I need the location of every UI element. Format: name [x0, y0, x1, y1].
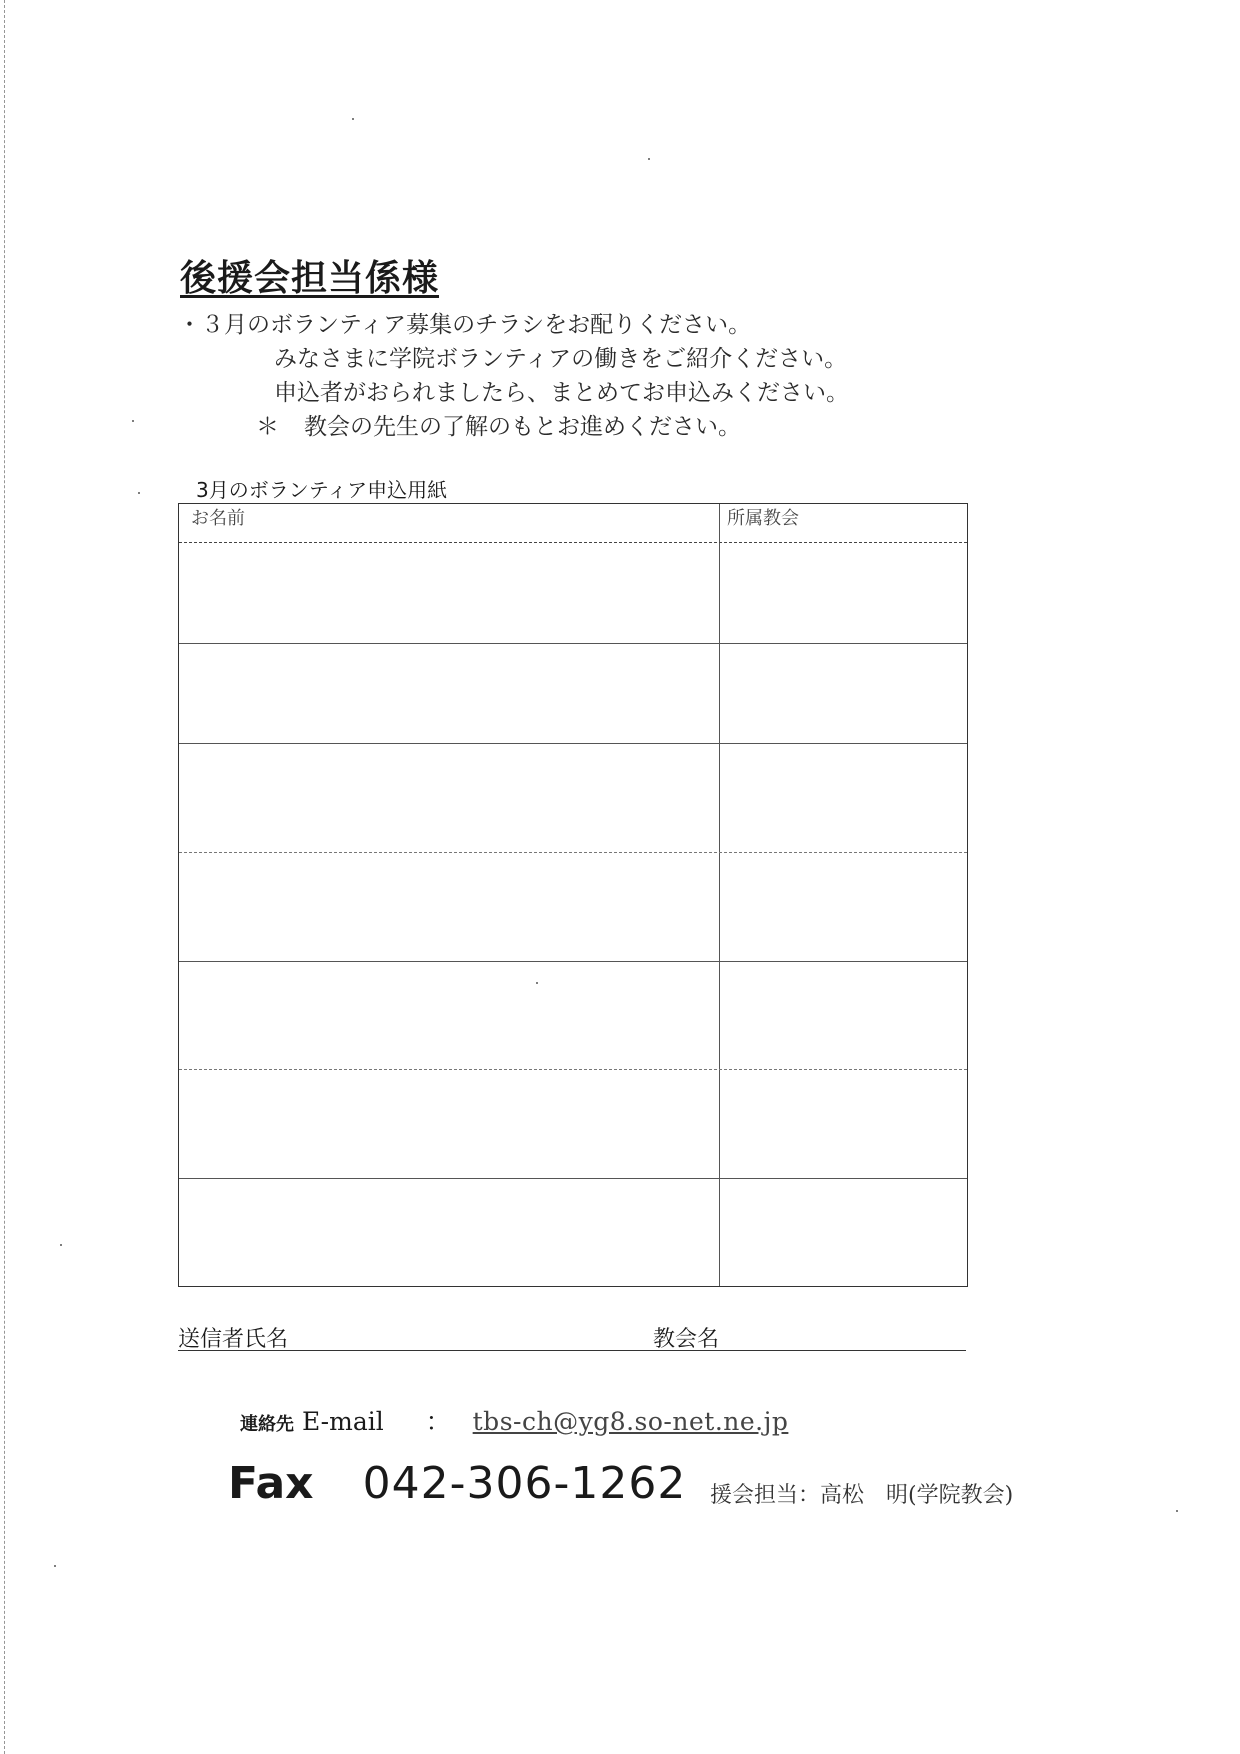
scan-speck [352, 118, 354, 120]
email-label: E-mail [301, 1407, 384, 1436]
sender-name-label: 送信者氏名 [178, 1327, 289, 1352]
asterisk-mark: ＊ [256, 414, 279, 440]
scan-speck [1176, 1510, 1178, 1512]
page-heading: 後援会担当係様 [180, 258, 440, 299]
column-divider [719, 504, 720, 1286]
header-divider [179, 542, 967, 543]
fax-label: Fax [228, 1458, 314, 1509]
row-divider [179, 643, 967, 644]
row-divider [179, 1069, 967, 1070]
instruction-notes [178, 308, 849, 444]
note-text: 教会の先生の了解のもとお進めください。 [304, 414, 741, 440]
note-line: みなさまに学院ボランティアの働きをご紹介ください。 [274, 346, 848, 372]
application-table [178, 503, 968, 1287]
scan-speck [54, 1565, 56, 1567]
note-line: ・３月のボランティア募集のチラシをお配りください。 [178, 312, 752, 338]
contact-person: 援会担当：高松 明(学院教会) [710, 1483, 1014, 1508]
scan-speck [138, 492, 140, 494]
church-name-label: 教会名 [653, 1327, 720, 1352]
contact-email-row [240, 1402, 788, 1438]
scan-speck [60, 1244, 62, 1246]
email-address: tbs-ch@yg8.so-net.ne.jp [472, 1407, 789, 1436]
note-line-star [178, 410, 849, 444]
row-divider [179, 852, 967, 853]
row-divider [179, 1178, 967, 1179]
scan-speck [132, 420, 134, 422]
form-title: 3月のボランティア申込用紙 [196, 478, 448, 502]
row-divider [179, 961, 967, 962]
scan-edge-line [4, 0, 6, 1754]
fax-number: 042-306-1262 [362, 1458, 687, 1509]
contact-prefix: 連絡先 [240, 1414, 294, 1435]
sender-line [178, 1322, 966, 1351]
column-header-name: お名前 [191, 508, 245, 529]
note-line: 申込者がおられましたら、まとめてお申込みください。 [274, 380, 849, 406]
scan-speck [648, 158, 650, 160]
column-header-church: 所属教会 [727, 508, 799, 529]
row-divider [179, 743, 967, 744]
email-colon: ： [425, 1407, 451, 1436]
fax-row [228, 1458, 686, 1509]
